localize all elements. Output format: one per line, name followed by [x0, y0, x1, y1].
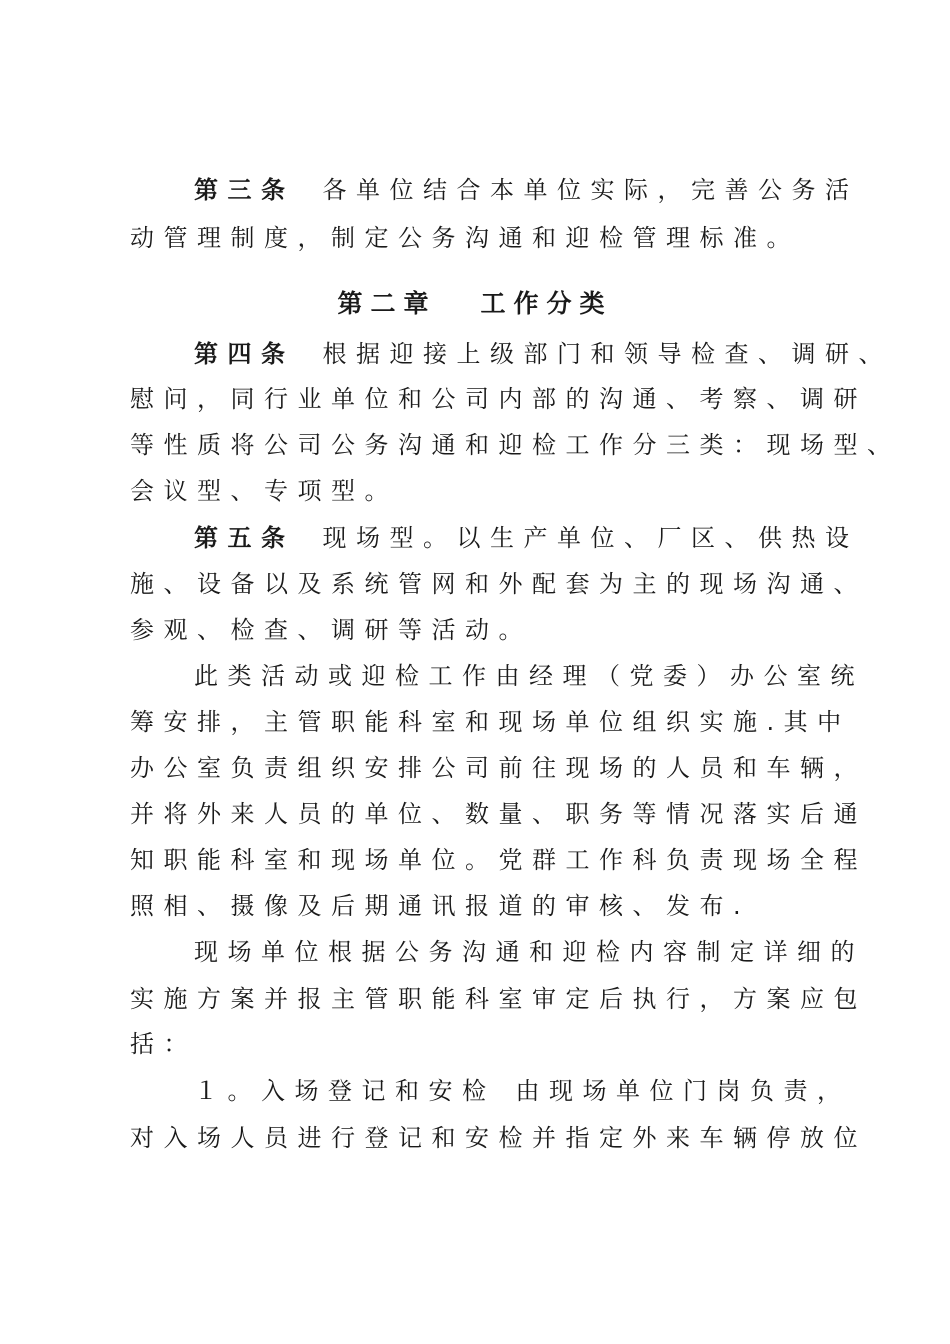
chapter-heading [0, 288, 950, 320]
article-4-line-3: 等性质将公司公务沟通和迎检工作分三类：现场型、 [130, 431, 901, 459]
arrangement-line-5: 知职能科室和现场单位。党群工作科负责现场全程 [130, 846, 867, 874]
arrangement-line-2: 筹安排，主管职能科室和现场单位组织实施.其中 [130, 708, 851, 736]
article-3-text-1: 各单位结合本单位实际，完善公务活 [322, 176, 859, 204]
arrangement-line-3: 办公室负责组织安排公司前往现场的人员和车辆， [130, 754, 867, 782]
arrangement-line-6: 照相、摄像及后期通讯报道的审核、发布. [130, 892, 751, 920]
article-4-line-1 [194, 338, 894, 370]
chapter-title: 工作分类 [480, 289, 613, 318]
article-5-label: 第五条 [194, 524, 295, 552]
article-3-line-1 [194, 174, 894, 206]
arrangement-line-4: 并将外来人员的单位、数量、职务等情况落实后通 [130, 800, 867, 828]
article-4-label: 第四条 [194, 340, 295, 368]
article-5-line-2: 施、设备以及系统管网和外配套为主的现场沟通、 [130, 570, 867, 598]
article-5-line-3: 参观、检查、调研等活动。 [130, 616, 532, 644]
chapter-number: 第二章 [337, 289, 437, 318]
article-5-line-1 [194, 522, 894, 554]
article-3-line-2: 动管理制度，制定公务沟通和迎检管理标准。 [130, 224, 800, 252]
item-1-title: １。入场登记和安检 [194, 1077, 496, 1105]
article-5-text-1: 现场型。以生产单位、厂区、供热设 [322, 524, 859, 552]
plan-line-3: 括： [130, 1030, 197, 1058]
plan-line-1: 现场单位根据公务沟通和迎检内容制定详细的 [194, 938, 864, 966]
item-1-text-1: 由现场单位门岗负责， [515, 1077, 851, 1105]
article-4-text-1: 根据迎接上级部门和领导检查、调研、 [322, 340, 892, 368]
article-3-label: 第三条 [194, 176, 295, 204]
plan-line-2: 实施方案并报主管职能科室审定后执行，方案应包 [130, 985, 867, 1013]
item-1-line-1 [194, 1075, 894, 1107]
article-4-line-2: 慰问，同行业单位和公司内部的沟通、考察、调研 [130, 385, 867, 413]
arrangement-line-1: 此类活动或迎检工作由经理（党委）办公室统 [194, 662, 864, 690]
article-4-line-4: 会议型、专项型。 [130, 477, 398, 505]
item-1-line-2: 对入场人员进行登记和安检并指定外来车辆停放位 [130, 1124, 867, 1152]
